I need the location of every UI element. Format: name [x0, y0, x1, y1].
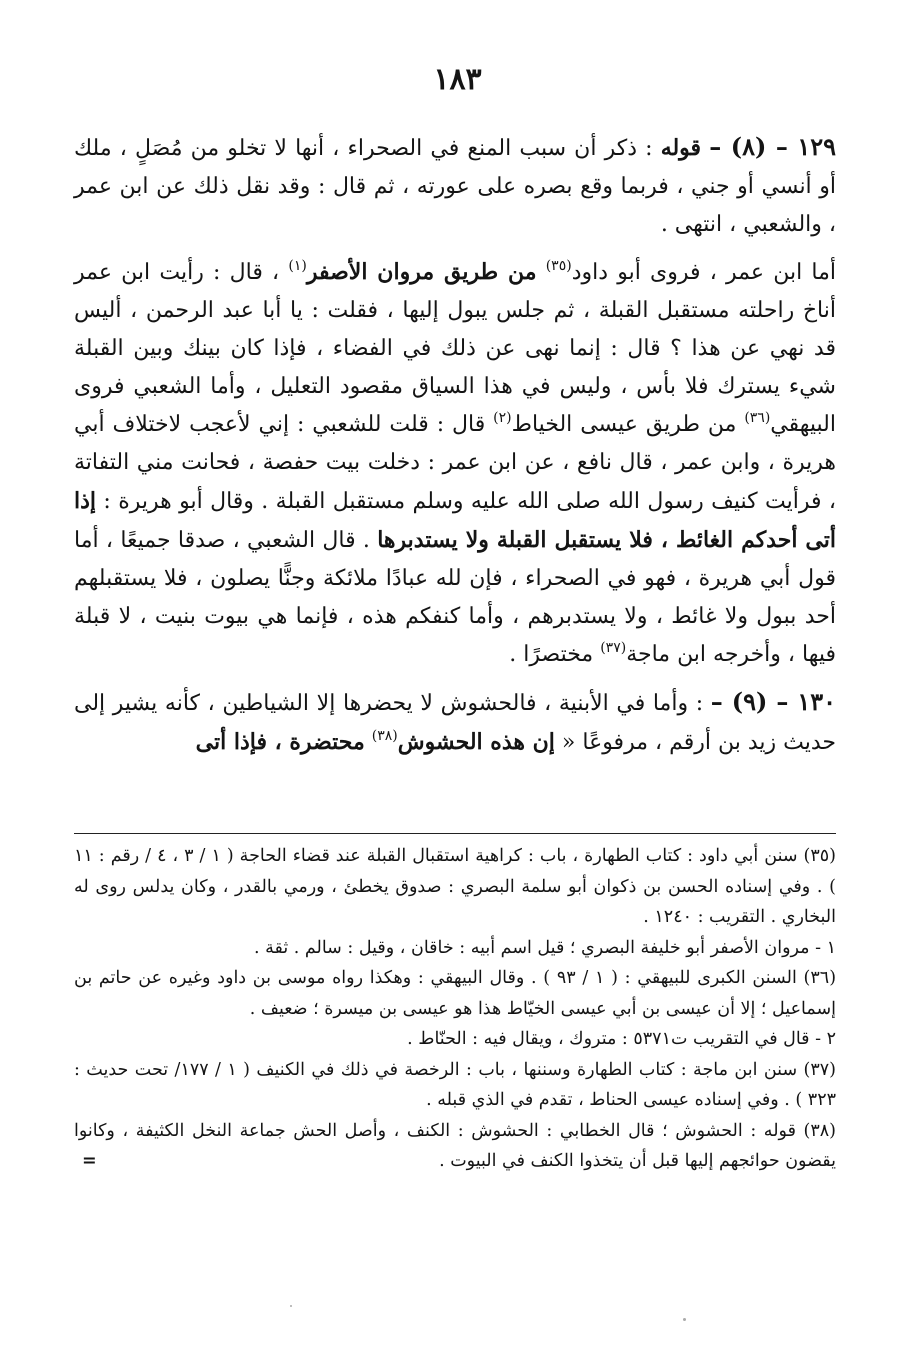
footnote-text: (٣٨) قوله : الحشوش ؛ قال الخطابي : الحشوش : الكنف ، وأصل الحش جماعة النخل الكثيفة ، وكانوا يقضون حوائجهم إليها قبل أن يتخذوا الكنف في البيوت . — [74, 1120, 836, 1171]
paragraph-text: : ذكر أن سبب المنع في الصحراء ، أنها لا تخلو من مُصَلٍ ، ملك أو أنسي أو جني ، فربما وقع بصره على عورته ، ثم قال : وقد نقل ذلك عن ابن عمر ، والشعبي ، انتهى . — [74, 136, 836, 237]
footnote-38 — [74, 1116, 836, 1177]
footnote-37: (٣٧) سنن ابن ماجة : كتاب الطهارة وسننها ، باب : الرخصة في ذلك في الكنيف ( ١ / ١٧٧/ تحت حديث : ٣٢٣ ) . وفي إسناده عيسى الحناط ، تقدم في الذي قبله . — [74, 1059, 836, 1110]
paragraph-text: ، قال : رأيت ابن عمر أناخ راحلته مستقبل القبلة ، ثم جلس يبول إليها ، فقلت : يا أبا عبد الرحمن ، أليس قد نهي عن هذا ؟ قال : إنما نهى عن ذلك في الفضاء ، فإذا كان بينك وبين القبلة شيء يسترك فلا بأس ، وليس في هذا السياق مقصود التعليل ، وأما الشعبي فروى البيهقي — [74, 260, 836, 437]
scan-speck — [683, 1318, 686, 1321]
paragraph-text: . قال الشعبي ، صدقا جميعًا ، أما قول أبي هريرة ، فهو في الصحراء ، فإن لله عبادًا ملائكة وجنًّا يصلون ، فلا يستقبلهم أحد ببول ولا غائط ، ولا يستدبرهم ، وأما كنفكم هذه ، فإنما هي بيوت بنيت ، لا قبلة فيها ، وأخرجه ابن ماجة — [74, 528, 836, 667]
paragraph-text: أما ابن عمر ، فروى أبو داود — [571, 260, 836, 285]
footnote-1: ١ - مروان الأصفر أبو خليفة البصري ؛ قيل اسم أبيه : خاقان ، وقيل : سالم . ثقة . — [253, 937, 836, 958]
footnote-ref: (١) — [288, 258, 307, 274]
entry-number: ١٢٩ – (٨) – — [709, 132, 836, 161]
paragraph-ibn-umar — [74, 253, 836, 674]
footnotes — [74, 841, 836, 1177]
hadith-quote: إذا أتى أحدكم الغائط ، فلا يستقبل القبلة ولا يستدبرها — [74, 488, 836, 553]
paragraph-text: من طريق عيسى الخياط — [511, 412, 737, 437]
footnote-ref: (٣٨) — [371, 728, 398, 744]
main-text — [74, 128, 836, 771]
footnote-ref: (٣٧) — [600, 640, 627, 656]
footnote-35: (٣٥) سنن أبي داود : كتاب الطهارة ، باب : كراهية استقبال القبلة عند قضاء الحاجة ( ١ / ٣ ، ٤ / رقم : ١١ ) . وفي إسناده الحسن بن ذكوان أبو سلمة البصري : صدوق يخطئ ، ورمي بالقدر ، وكان يدلس روى له البخاري . التقريب : ١٢٤٠ . — [74, 846, 836, 927]
paragraph-text: : وأما في الأبنية ، فالحشوش لا يحضرها إلا الشياطين ، كأنه يشير إلى حديث زيد بن أرقم ، مرفوعًا « — [74, 691, 836, 755]
paragraph-text-bold: من طريق مروان الأصفر — [306, 259, 537, 285]
footnote-36: (٣٦) السنن الكبرى للبيهقي : ( ١ / ٩٣ ) . وقال البيهقي : وهكذا رواه موسى بن داود وغيره عن حاتم بن إسماعيل ؛ إلا أن عيسى بن أبي عيسى الخيّاط هذا هو عيسى بن ميسرة ؛ ضعيف . — [74, 968, 837, 1019]
footnote-2: ٢ - قال في التقريب ت٥٣٧١ : متروك ، ويقال فيه : الحنّاط . — [407, 1029, 836, 1049]
scan-speck — [290, 1305, 292, 1307]
entry-number: ١٣٠ – (٩) – — [710, 687, 836, 716]
hadith-quote: محتضرة ، فإذا أتى — [195, 729, 365, 755]
paragraph-129 — [74, 128, 836, 244]
footnote-divider — [74, 833, 836, 834]
paragraph-130 — [74, 683, 836, 762]
paragraph-text: مختصرًا . — [509, 642, 594, 667]
paragraph-text: قال : قلت للشعبي : إني لأعجب لاختلاف أبي هريرة ، وابن عمر ، قال نافع ، عن ابن عمر : دخلت بيت حفصة ، فحانت مني التفاتة ، فرأيت كنيف رسول الله صلى الله عليه وسلم مستقبل القبلة . وقال أبو هريرة : — [74, 412, 837, 514]
continuation-mark: = — [82, 1151, 97, 1171]
entry-keyword: قوله — [660, 135, 702, 161]
hadith-quote: إن هذه الحشوش — [397, 729, 555, 755]
footnote-ref: (٢) — [493, 410, 512, 426]
footnote-ref: (٣٦) — [744, 410, 771, 426]
footnote-ref: (٣٥) — [545, 258, 572, 274]
page-number: ١٨٣ — [433, 62, 482, 97]
